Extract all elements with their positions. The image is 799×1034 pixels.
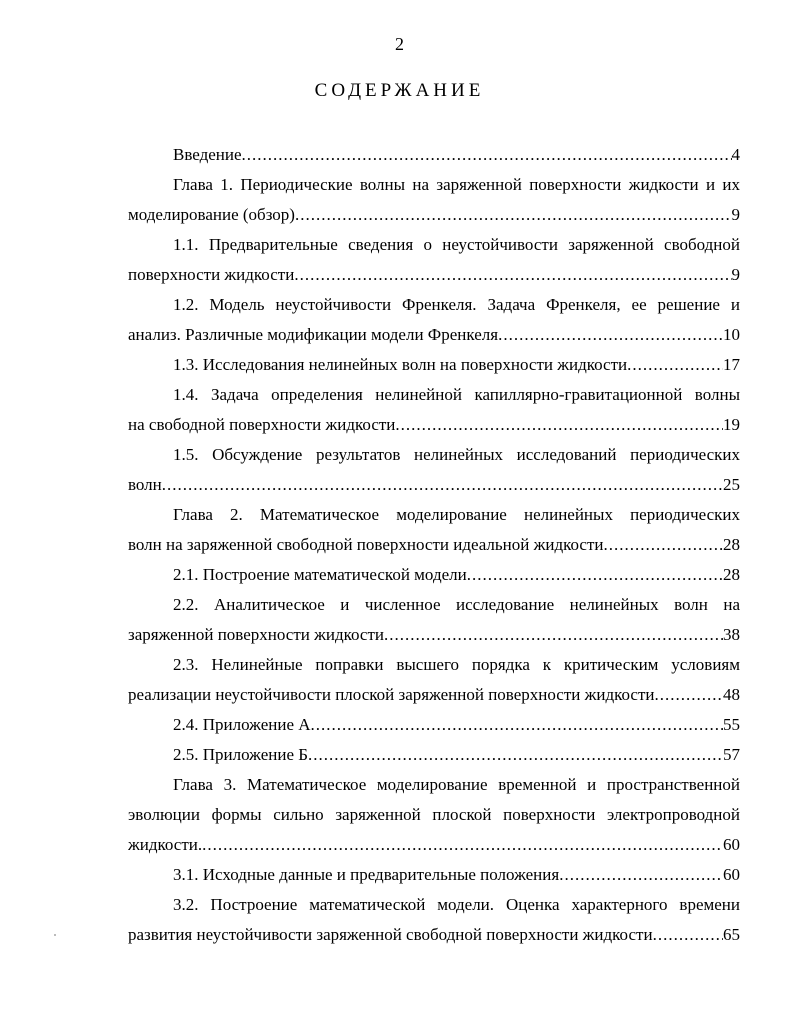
toc-entry-1-2: 1.2. Модель неустойчивости Френкеля. Задача Френкеля, ее решение и анализ. Различные модификации модели Френкеля ..... 10 <box>128 290 740 350</box>
page-title: СОДЕРЖАНИЕ <box>314 80 485 101</box>
toc-entry-chapter-1: Глава 1. Периодические волны на заряженной поверхности жидкости и их моделирование (обзор) ..... 9 <box>128 170 740 230</box>
scan-margin-mark <box>54 934 56 936</box>
toc-entry-1-5: 1.5. Обсуждение результатов нелинейных исследований периодических волн ..... 25 <box>128 440 740 500</box>
toc-entry-2-4: 2.4. Приложение А ..... 55 <box>128 710 740 740</box>
toc-entry-3-1: 3.1. Исходные данные и предварительные положения ..... 60 <box>128 860 740 890</box>
toc-entry-1-4: 1.4. Задача определения нелинейной капиллярно-гравитационной волны на свободной поверхности жидкости ..... 19 <box>128 380 740 440</box>
toc-entry-3-2: 3.2. Построение математической модели. Оценка характерного времени развития неустойчивости заряженной свободной поверхности жидкости ..... 65 <box>128 890 740 950</box>
toc-entry-introduction: Введение ..... 4 <box>128 140 740 170</box>
table-of-contents <box>128 140 740 950</box>
toc-entry-2-2: 2.2. Аналитическое и численное исследование нелинейных волн на заряженной поверхности жидкости ..... 38 <box>128 590 740 650</box>
toc-entry-chapter-3: Глава 3. Математическое моделирование временной и пространственной эволюции формы сильно заряженной плоской поверхности электропроводной жидкости. ..... 60 <box>128 770 740 860</box>
toc-entry-2-3: 2.3. Нелинейные поправки высшего порядка к критическим условиям реализации неустойчивости плоской заряженной поверхности жидкости ..... 48 <box>128 650 740 710</box>
toc-entry-2-5: 2.5. Приложение Б ..... 57 <box>128 740 740 770</box>
toc-entry-chapter-2: Глава 2. Математическое моделирование нелинейных периодических волн на заряженной свободной поверхности идеальной жидкости ..... 28 <box>128 500 740 560</box>
toc-entry-2-1: 2.1. Построение математической модели ..... 28 <box>128 560 740 590</box>
page-number: 2 <box>395 34 404 54</box>
toc-entry-1-3: 1.3. Исследования нелинейных волн на поверхности жидкости ..... 17 <box>128 350 740 380</box>
toc-entry-1-1: 1.1. Предварительные сведения о неустойчивости заряженной свободной поверхности жидкости ..... 9 <box>128 230 740 290</box>
